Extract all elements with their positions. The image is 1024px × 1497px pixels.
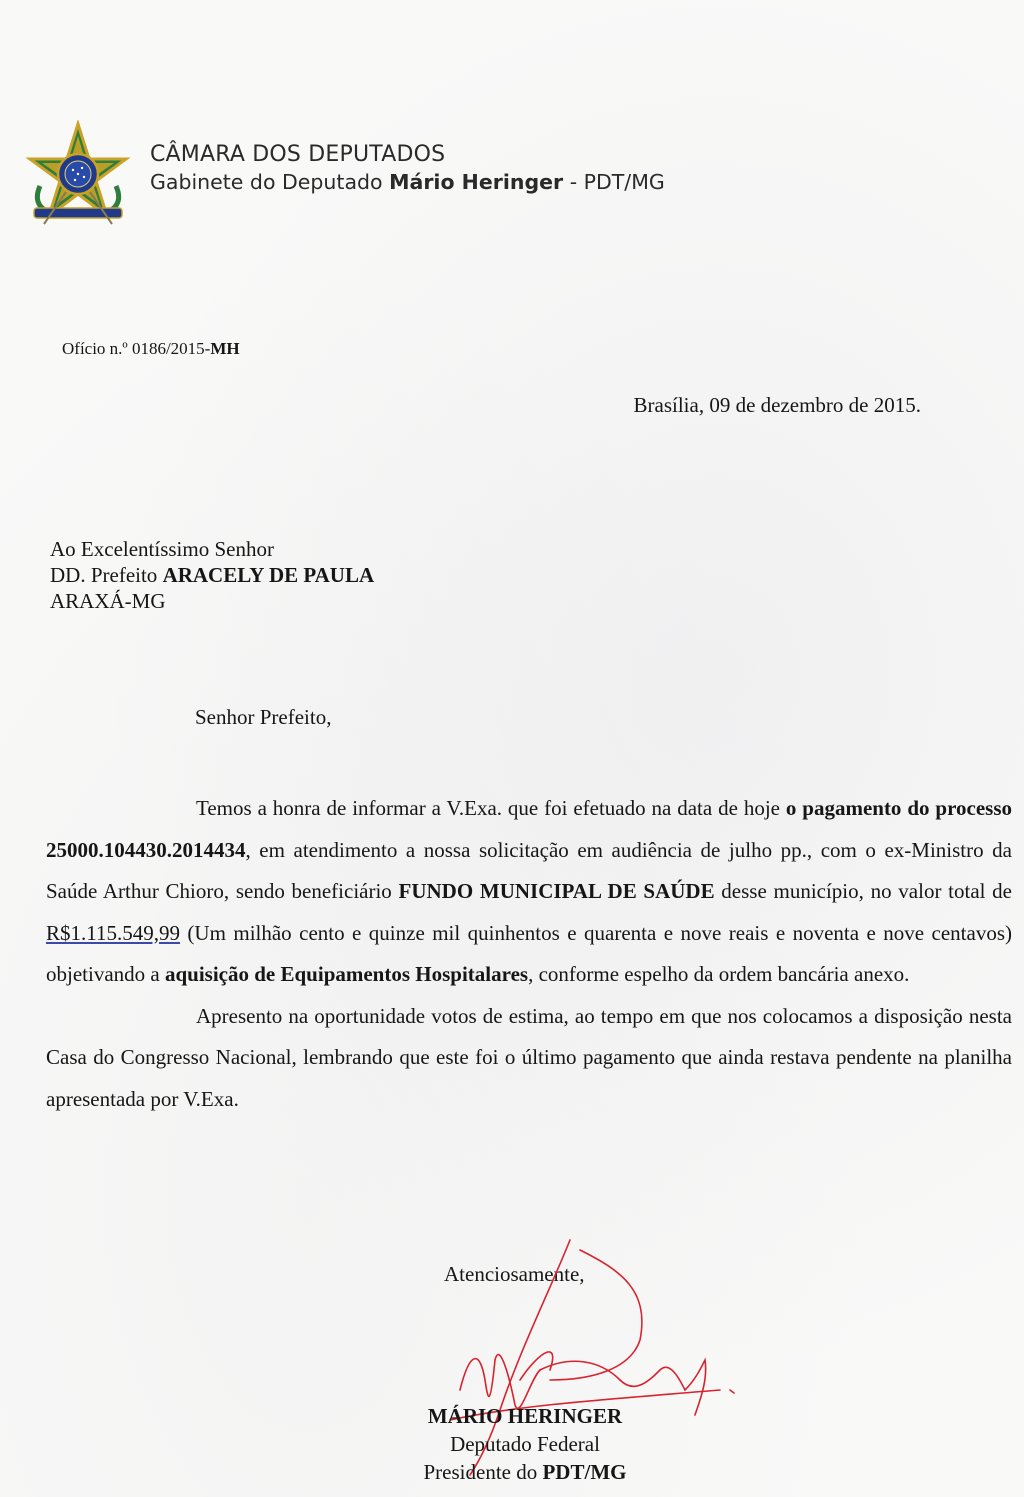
office-line [150,170,665,194]
p1-bold-purpose: aquisição de Equipamentos Hospitalares [164,962,529,986]
signer-role-prefix: Presidente do [423,1460,538,1484]
oficio-number: Ofício n.º 0186/2015- [62,339,211,358]
oficio-reference [62,339,240,359]
addressee-block [50,536,374,614]
paragraph-1 [46,788,1012,996]
oficio-suffix: MH [210,339,240,358]
addressee-name: ARACELY DE PAULA [162,563,375,587]
addressee-line-2 [50,562,374,588]
p1-text-3: desse município, no valor total de [714,879,1012,903]
signer-block [370,1402,680,1486]
letter-body [46,788,1012,1120]
p1-text-4: (Um milhão cento e quinze mil quinhentos e quarenta e nove reais e noventa e nove centavos) objetivando a [46,920,1012,986]
payment-amount: R$1.115.549,99 [46,920,180,945]
p1-bold-payment: o pagamento do processo 25000.104430.2014434 [46,796,1013,862]
date-line: Brasília, 09 de dezembro de 2015. [633,393,921,417]
party-suffix: - PDT/MG [569,170,665,194]
show-through-background [0,96,1024,121]
paragraph-2: Apresento na oportunidade votos de estima, ao tempo em que nos colocamos a disposição nesta Casa do Congresso Nacional, lembrando que este foi o último pagamento que ainda restava pendente na planilha apresentada por V.Exa. [46,1003,1012,1111]
deputy-name: Mário Heringer [389,170,564,194]
salutation: Senhor Prefeito, [195,705,332,729]
brazil-coat-of-arms-icon [22,120,134,232]
signer-title: Deputado Federal [450,1432,600,1456]
addressee-line-3: ARAXÁ-MG [50,589,166,613]
signer-name: MÁRIO HERINGER [427,1404,623,1428]
p1-text-2: , em atendimento a nossa solicitação em audiência de julho pp., com o ex-Ministro da Saúde Arthur Chioro, sendo beneficiário [46,837,1012,903]
closing: Atenciosamente, [444,1262,585,1286]
p1-text-1: Temos a honra de informar a V.Exa. que foi efetuado na data de hoje [196,796,786,820]
institution-name: CÂMARA DOS DEPUTADOS [150,142,446,167]
addressee-title: DD. Prefeito [50,563,158,587]
p1-bold-beneficiary: FUNDO MUNICIPAL DE SAÚDE [398,879,715,903]
office-prefix: Gabinete do Deputado [150,170,383,194]
signer-party: PDT/MG [542,1460,627,1484]
addressee-line-1: Ao Excelentíssimo Senhor [50,537,274,561]
p1-text-5: , conforme espelho da ordem bancária anexo. [528,962,910,986]
signer-role [370,1458,680,1486]
